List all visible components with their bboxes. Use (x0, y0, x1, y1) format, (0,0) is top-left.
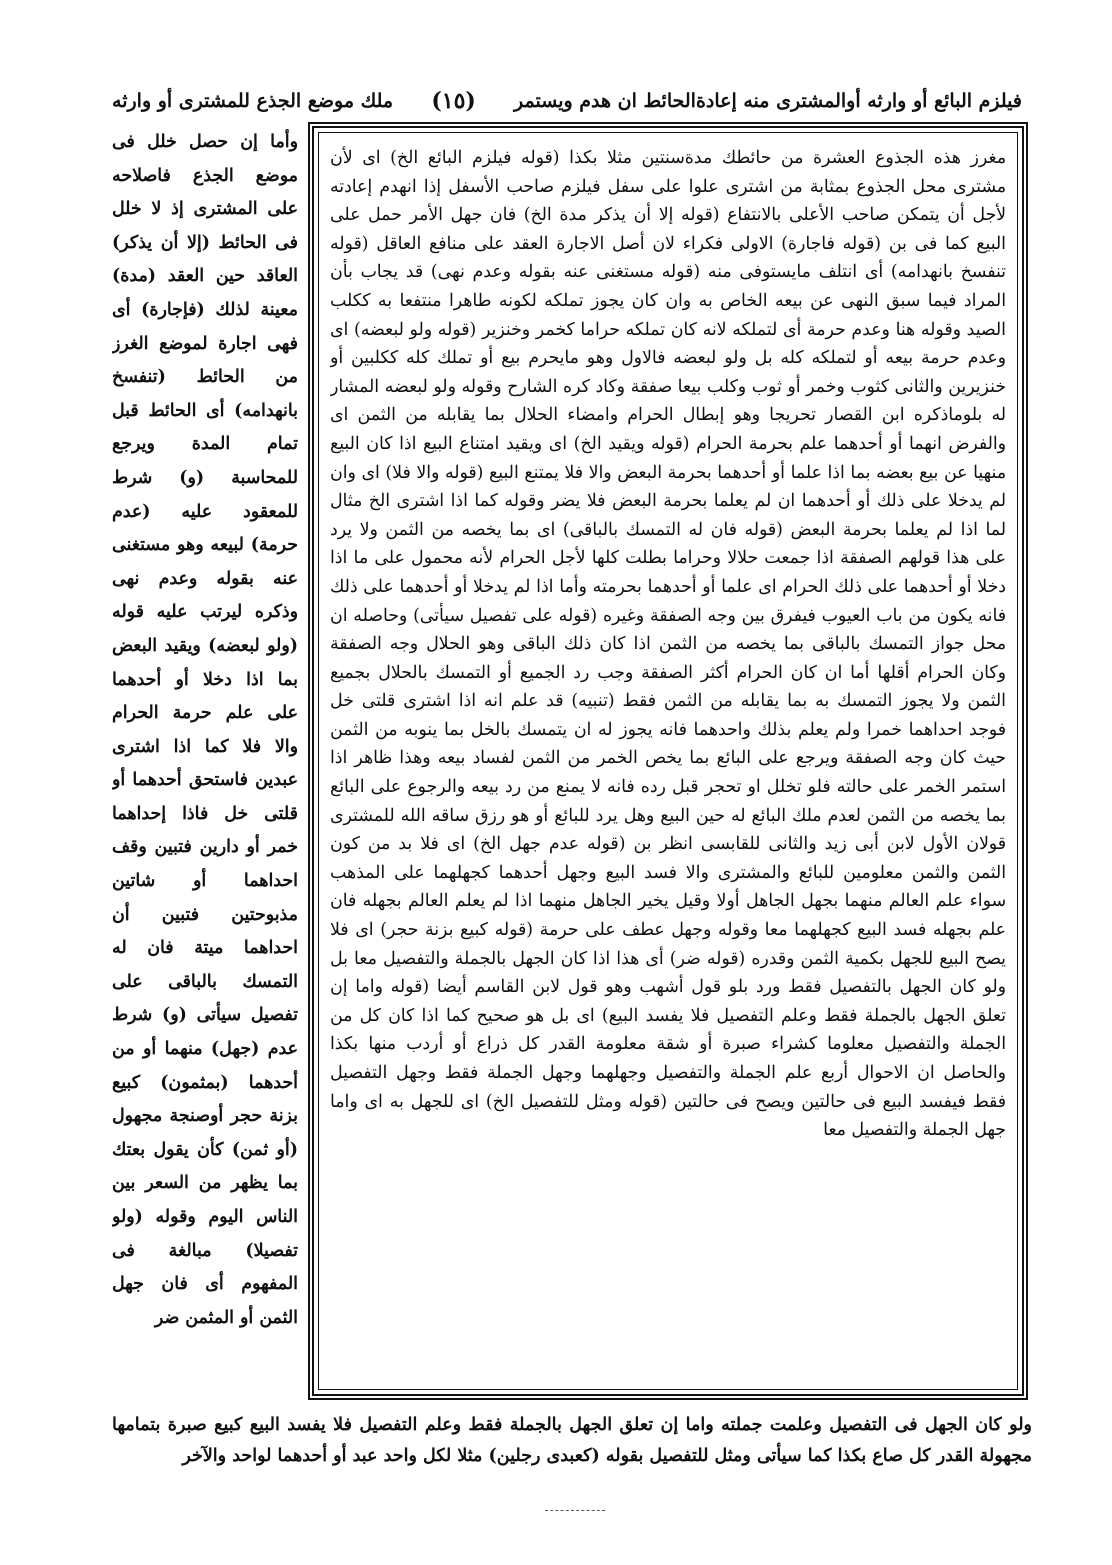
page-number: (١٥) (431, 88, 476, 114)
header-right-text: فيلزم البائع أو وارثه أوالمشترى منه إعادةالحائط ان هدم ويستمر (514, 90, 1022, 112)
footer-divider (545, 1510, 605, 1511)
matn-side-column: وأما إن حصل خلل فى موضع الجذع فاصلاحه على المشترى إذ لا خلل فى الحائط (إلا أن يذكر) العاقد حين العقد (مدة) معينة لذلك (فإجارة) أى فهى اجارة لموضع الغرز من الحائط (تنفسخ بانهدامه) أى الحائط قبل تمام المدة ويرجع للمحاسبة (و) شرط للمعقود عليه (عدم حرمة) لبيعه وهو مستغنى عنه بقوله وعدم نهى وذكره ليرتب عليه قوله (ولو لبعضه) ويقيد البعض بما اذا دخلا أو أحدهما على علم حرمة الحرام والا فلا كما اذا اشترى عبدين فاستحق أحدهما أو قلتى خل فاذا إحداهما خمر أو دارين فتبين وقف احداهما أو شاتين مذبوحتين فتبين أن احداهما ميتة فان له التمسك بالباقى على تفصيل سيأتى (و) شرط عدم (جهل) منهما أو من أحدهما (بمثمون) كبيع بزنة حجر أوصنجة مجهول (أو ثمن) كأن يقول بعتك بما يظهر من السعر بين الناس اليوم وقوله (ولو تفصيلا) مبالغة فى المفهوم أى فان جهل الثمن أو المثمن ضر (112, 132, 298, 1328)
running-header (112, 84, 1022, 118)
commentary-text: مغرز هذه الجذوع العشرة من حائطك مدةسنتين مثلا بكذا (قوله فيلزم البائع الخ) اى لأن مشترى محل الجذوع بمثابة من اشترى علوا على سفل فيلزم صاحب الأسفل إذا انهدم إعادته لأجل أن يتمكن صاحب الأعلى بالانتفاع (قوله إلا أن يذكر مدة الخ) فان جهل الأمر حمل على البيع كما فى بن (قوله فاجارة) الاولى فكراء لان أصل الاجارة العقد على منافع العاقل (قوله تنفسخ بانهدامه) أى انتلف مايستوفى منه (قوله مستغنى عنه بقوله وعدم نهى) قد يجاب بأن المراد فيما سبق النهى عن بيعه الخاص به وان كان يجوز تملكه لكونه طاهرا منتفعا به ككلب الصيد وقوله هنا وعدم حرمة أى لتملكه لانه كان تملكه حراما كخمر وخنزير (قوله ولو لبعضه) اى وعدم حرمة بيعه أو لتملكه كله بل ولو لبعضه فالاول وهو مايحرم بيع أو تملك كله ككلبين أو خنزيرين والثانى كثوب وخمر أو ثوب وكلب بيعا صفقة وكاد كره الشارح وقوله ولو لبعضه المشار له بلوماذكره ابن القصار تحريجا وهو إبطال الحرام وامضاء الحلال بما يقابله من الثمن اى والفرض انهما أو أحدهما علم بحرمة الحرام (قوله ويقيد الخ) اى ويقيد امتناع البيع اذا كان البيع منهيا عن بيع بعضه بما اذا علما أو أحدهما بحرمة البعض والا فلا يمتنع البيع (قوله والا فلا) اى وان لم يدخلا على ذلك أو أحدهما ان لم يعلما بحرمة البعض فلا يضر وقوله كما اذا اشترى الخ مثال لما اذا لم يعلما بحرمة البعض (قوله فان له التمسك بالباقى) اى بما يخصه من الثمن ولا يرد على هذا قولهم الصفقة اذا جمعت حلالا وحراما بطلت كلها لأجل الحرام لأنه محمول على ما اذا دخلا أو أحدهما على ذلك الحرام اى علما أو أحدهما بحرمته وأما اذا لم يدخلا أو أحدهما على ذلك فانه يكون من باب العيوب فيفرق بين وجه الصفقة وغيره (قوله على تفصيل سيأتى) وحاصله ان محل جواز التمسك بالباقى بما يخصه من الثمن اذا كان ذلك الباقى وهو الحلال وجه الصفقة وكان الحرام أقلها أما ان كان الحرام أكثر الصفقة وجب رد الجميع أو التمسك بالحلال بجميع الثمن ولا يجوز التمسك به بما يقابله من الثمن فقط (تنبيه) قد علم انه اذا اشترى قلتى خل فوجد احداهما خمرا ولم يعلم بذلك واحدهما فانه يجوز له ان يتمسك بالخل بما ينوبه من الثمن حيث كان وجه الصفقة ويرجع على البائع بما يخص الخمر من الثمن لفساد بيعه وهذا ظاهر اذا استمر الخمر على حالته فلو تخلل او تحجر قبل رده فانه لا يمنع من رد بيعه والرجوع على البائع بما يخصه من الثمن لعدم ملك البائع له حين البيع وهل يرد للبائع أو هو رزق ساقه الله للمشترى قولان الأول لابن أبى زيد والثانى للقابسى انظر بن (قوله عدم جهل الخ) اى فلا بد من كون الثمن والثمن معلومين للبائع والمشترى والا فسد البيع وجهل أحدهما كجهلهما على المذهب سواء علم العالم منهما بجهل الجاهل أولا وقيل يخير الجاهل منهما اذا لم يعلم العالم بجهله فان علم بجهله فسد البيع كجهلهما معا وقوله وجهل عطف على حرمة (قوله كبيع بزنة حجر) اى فلا يصح البيع للجهل بكمية الثمن وقدره (قوله ضر) أى هذا اذا كان الجهل بالجملة والتفصيل معا بل ولو كان الجهل بالتفصيل فقط ورد بلو قول أشهب وهو قول لابن القاسم أيضا (قوله واما إن تعلق الجهل بالجملة فقط وعلم التفصيل فلا يفسد البيع) اى بل هو صحيح كما اذا كان كل من الجملة والتفصيل معلوما كشراء صبرة أو شقة معلومة القدر كل ذراع أو أردب منها بكذا والحاصل ان الاحوال أربع علم الجملة والتفصيل وجهلهما وجهل الجملة فقط وجهل التفصيل فقط فيفسد البيع فى حالتين ويصح فى حالتين (قوله ومثل للتفصيل الخ) اى للجهل به اى واما جهل الجملة والتفصيل معا (330, 148, 1006, 1141)
matn-bottom-continuation: ولو كان الجهل فى التفصيل وعلمت جملته واما إن تعلق الجهل بالجملة فقط وعلم التفصيل فلا يفسد البيع كبيع صبرة بتمامها مجهولة القدر كل صاع بكذا كما سيأتى ومثل للتفصيل بقوله (كعبدى رجلين) مثلا لكل واحد عبد أو أحدهما لواحد والآخر (112, 1415, 1032, 1466)
header-left-text: ملك موضع الجذع للمشترى أو وارثه (112, 90, 394, 112)
commentary-frame (308, 122, 1028, 1400)
